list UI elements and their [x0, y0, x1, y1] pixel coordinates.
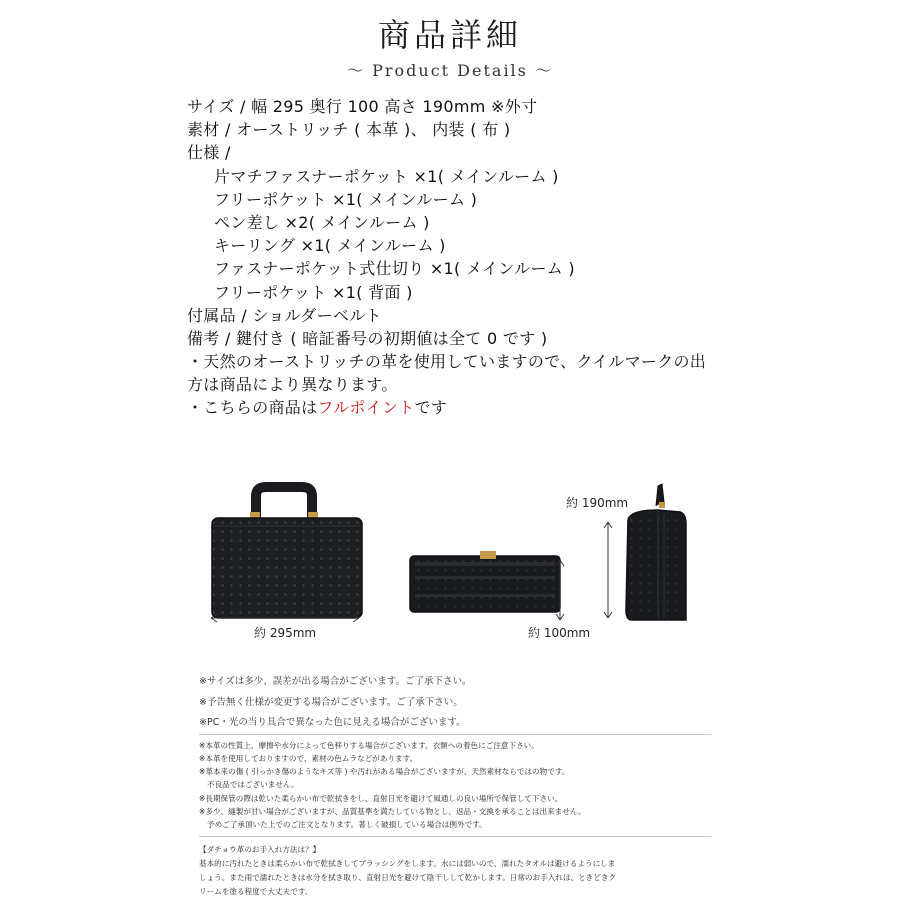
care-guide-line: しょう。また雨で濡れたときは水分を拭き取り、直射日光を避けて陰干しして乾かします。日常のお手入れは、ときどきク [199, 873, 617, 882]
care-note: 予めご了承頂いた上でのご注文となります。著しく破損している場合は例外です。 [207, 820, 487, 829]
spec-item: フリーポケット ×1( 背面 ) [214, 282, 413, 302]
care-note: ※本革を使用しておりますので、素材の色ムラなどがあります。 [199, 754, 418, 763]
notice-line: ※サイズは多少、誤差が出る場合がございます。ご了承下さい。 [199, 676, 472, 687]
care-guide-heading: 【ダチョウ革のお手入れ方法は？】 [199, 845, 321, 854]
bag-side-photo [618, 480, 698, 630]
width-label: 約 295mm [254, 626, 317, 640]
spec-item: フリーポケット ×1( メインルーム ) [214, 189, 478, 209]
spec-item: ファスナーポケット式仕切り ×1( メインルーム ) [214, 259, 575, 279]
depth-arrow [552, 556, 568, 626]
spec-note-point [187, 396, 747, 419]
divider [199, 836, 711, 837]
care-note: ※多少、縫製が甘い場合がございますが、品質基準を満たしている物とし、返品・交換を承ることは出来ません。 [199, 807, 586, 816]
notice-line: ※予告無く仕様が変更する場合がございます。ご了承下さい。 [199, 697, 463, 708]
spec-material: 素材 / オーストリッチ ( 本革 )、 内装 ( 布 ) [187, 120, 511, 140]
divider [199, 734, 711, 735]
spec-note: 方は商品により異なります。 [187, 375, 398, 395]
note-prefix: ・こちらの商品は [187, 398, 318, 418]
height-arrow [600, 518, 616, 624]
spec-size: サイズ / 幅 295 奥行 100 高さ 190mm ※外寸 [187, 97, 538, 116]
spec-heading: 仕様 / [187, 143, 231, 163]
note-suffix: です [414, 398, 448, 418]
spec-remarks: 備考 / 鍵付き ( 暗証番号の初期値は全て 0 です ) [187, 328, 548, 348]
care-note: ※革本来の傷 ( 引っかき傷のようなキズ等 ) や汚れがある場合がございますが、天然素材ならではの物です。 [199, 767, 570, 776]
depth-label: 約 100mm [528, 626, 591, 640]
spec-item: 片マチファスナーポケット ×1( メインルーム ) [214, 166, 559, 186]
spec-note: ・天然のオーストリッチの革を使用していますので、クイルマークの出 [187, 352, 707, 372]
care-note: ※長期保管の際は乾いた柔らかい布で乾拭きをし、直射日光を避けて風通しの良い場所で保管して下さい。 [199, 794, 563, 803]
full-point-highlight: フルポイント [317, 398, 415, 418]
care-guide-line: リームを塗る程度で大丈夫です。 [199, 887, 313, 896]
care-note: 不良品ではございません。 [207, 780, 299, 789]
page-title: 商品詳細 [377, 16, 522, 54]
page-subtitle: ～ Product Details ～ [347, 61, 553, 80]
notice-line: ※PC・光の当り具合で異なった色に見える場合がございます。 [199, 717, 466, 728]
spec-accessories: 付属品 / ショルダーベルト [187, 305, 382, 325]
bag-top-photo [405, 548, 575, 618]
spec-item: キーリング ×1( メインルーム ) [214, 236, 446, 256]
spec-list [187, 95, 747, 420]
care-note: ※本革の性質上、摩擦や水分によって色移りする場合がございます。衣類への着色にご注意下さい。 [199, 741, 539, 750]
height-label: 約 190mm [566, 496, 629, 510]
spec-item: ペン差し ×2( メインルーム ) [214, 212, 430, 232]
care-guide-line: 基本的に汚れたときは柔らかい布で乾拭きしてブラッシングをします。水には弱いので、濡れたタオルは避けるようにしま [199, 859, 616, 868]
